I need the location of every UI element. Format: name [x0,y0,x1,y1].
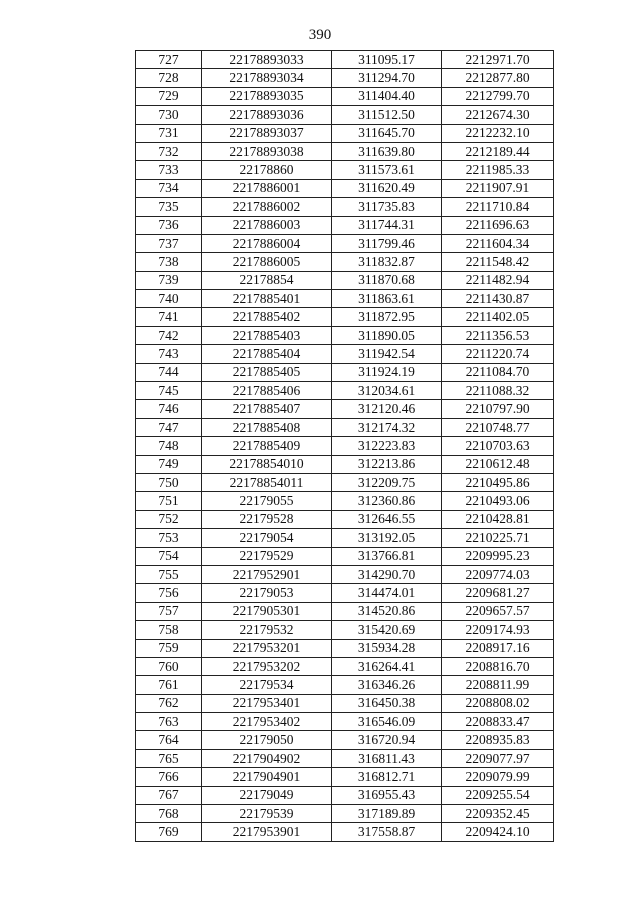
point-number-cell: 738 [136,253,202,271]
point-number-cell: 743 [136,345,202,363]
table-row [136,124,554,142]
point-id-cell: 2217885405 [202,363,332,381]
table-row [136,308,554,326]
point-number-cell: 734 [136,179,202,197]
point-number-cell: 728 [136,69,202,87]
point-id-cell: 2217953401 [202,694,332,712]
y-coordinate-cell: 2211088.32 [442,382,554,400]
point-number-cell: 732 [136,142,202,160]
y-coordinate-cell: 2212799.70 [442,87,554,105]
point-number-cell: 735 [136,198,202,216]
point-id-cell: 2217886002 [202,198,332,216]
x-coordinate-cell: 311512.50 [332,106,442,124]
y-coordinate-cell: 2211696.63 [442,216,554,234]
table-row [136,363,554,381]
y-coordinate-cell: 2212877.80 [442,69,554,87]
point-number-cell: 759 [136,639,202,657]
table-row [136,510,554,528]
point-id-cell: 2217953202 [202,657,332,675]
y-coordinate-cell: 2209995.23 [442,547,554,565]
table-row [136,565,554,583]
point-number-cell: 746 [136,400,202,418]
x-coordinate-cell: 311832.87 [332,253,442,271]
point-id-cell: 22179054 [202,529,332,547]
point-id-cell: 2217952901 [202,565,332,583]
y-coordinate-cell: 2208808.02 [442,694,554,712]
point-number-cell: 769 [136,823,202,841]
y-coordinate-cell: 2212232.10 [442,124,554,142]
point-number-cell: 766 [136,768,202,786]
table-row [136,492,554,510]
table-row [136,290,554,308]
point-number-cell: 753 [136,529,202,547]
point-number-cell: 750 [136,473,202,491]
point-id-cell: 22178893034 [202,69,332,87]
x-coordinate-cell: 311095.17 [332,51,442,69]
x-coordinate-cell: 316811.43 [332,749,442,767]
x-coordinate-cell: 312646.55 [332,510,442,528]
point-id-cell: 2217885407 [202,400,332,418]
x-coordinate-cell: 311735.83 [332,198,442,216]
x-coordinate-cell: 314520.86 [332,602,442,620]
point-id-cell: 2217904902 [202,749,332,767]
point-id-cell: 22179050 [202,731,332,749]
x-coordinate-cell: 313192.05 [332,529,442,547]
y-coordinate-cell: 2209077.97 [442,749,554,767]
point-id-cell: 2217885401 [202,290,332,308]
table-row [136,694,554,712]
y-coordinate-cell: 2208811.99 [442,676,554,694]
y-coordinate-cell: 2209657.57 [442,602,554,620]
table-row [136,823,554,841]
point-id-cell: 2217885408 [202,418,332,436]
table-row [136,639,554,657]
point-id-cell: 22178893038 [202,142,332,160]
point-number-cell: 739 [136,271,202,289]
table-row [136,400,554,418]
point-id-cell: 22178860 [202,161,332,179]
point-number-cell: 748 [136,437,202,455]
x-coordinate-cell: 311573.61 [332,161,442,179]
point-number-cell: 733 [136,161,202,179]
x-coordinate-cell: 315420.69 [332,621,442,639]
table-row [136,786,554,804]
y-coordinate-cell: 2210428.81 [442,510,554,528]
point-number-cell: 756 [136,584,202,602]
point-number-cell: 765 [136,749,202,767]
x-coordinate-cell: 313766.81 [332,547,442,565]
table-row [136,382,554,400]
table-row [136,676,554,694]
x-coordinate-cell: 312034.61 [332,382,442,400]
table-row [136,345,554,363]
point-number-cell: 731 [136,124,202,142]
x-coordinate-cell: 311620.49 [332,179,442,197]
y-coordinate-cell: 2212189.44 [442,142,554,160]
x-coordinate-cell: 317189.89 [332,805,442,823]
point-id-cell: 22178893036 [202,106,332,124]
y-coordinate-cell: 2210703.63 [442,437,554,455]
point-id-cell: 2217885404 [202,345,332,363]
table-row [136,326,554,344]
table-row [136,547,554,565]
table-row [136,602,554,620]
y-coordinate-cell: 2210797.90 [442,400,554,418]
point-number-cell: 754 [136,547,202,565]
y-coordinate-cell: 2211604.34 [442,234,554,252]
point-number-cell: 761 [136,676,202,694]
table-row [136,271,554,289]
point-number-cell: 757 [136,602,202,620]
y-coordinate-cell: 2208917.16 [442,639,554,657]
point-id-cell: 2217953402 [202,713,332,731]
table-row [136,69,554,87]
x-coordinate-cell: 312174.32 [332,418,442,436]
point-id-cell: 22178854010 [202,455,332,473]
table-row [136,142,554,160]
point-number-cell: 764 [136,731,202,749]
point-id-cell: 22178854011 [202,473,332,491]
table-row [136,51,554,69]
x-coordinate-cell: 311872.95 [332,308,442,326]
x-coordinate-cell: 316955.43 [332,786,442,804]
y-coordinate-cell: 2211710.84 [442,198,554,216]
point-number-cell: 742 [136,326,202,344]
point-number-cell: 730 [136,106,202,124]
point-id-cell: 2217953201 [202,639,332,657]
x-coordinate-cell: 312360.86 [332,492,442,510]
point-id-cell: 2217885402 [202,308,332,326]
point-number-cell: 747 [136,418,202,436]
point-number-cell: 736 [136,216,202,234]
point-number-cell: 749 [136,455,202,473]
x-coordinate-cell: 311870.68 [332,271,442,289]
x-coordinate-cell: 316450.38 [332,694,442,712]
point-id-cell: 22179049 [202,786,332,804]
table-row [136,234,554,252]
x-coordinate-cell: 311942.54 [332,345,442,363]
point-number-cell: 758 [136,621,202,639]
point-number-cell: 727 [136,51,202,69]
x-coordinate-cell: 312223.83 [332,437,442,455]
point-number-cell: 741 [136,308,202,326]
table-row [136,584,554,602]
page-number: 390 [308,27,332,43]
table-row [136,455,554,473]
x-coordinate-cell: 315934.28 [332,639,442,657]
point-number-cell: 760 [136,657,202,675]
table-row [136,805,554,823]
y-coordinate-cell: 2209424.10 [442,823,554,841]
y-coordinate-cell: 2211356.53 [442,326,554,344]
point-id-cell: 22178893035 [202,87,332,105]
y-coordinate-cell: 2209174.93 [442,621,554,639]
point-id-cell: 2217885409 [202,437,332,455]
y-coordinate-cell: 2209352.45 [442,805,554,823]
point-id-cell: 2217953901 [202,823,332,841]
y-coordinate-cell: 2209681.27 [442,584,554,602]
table-row [136,473,554,491]
y-coordinate-cell: 2211220.74 [442,345,554,363]
point-id-cell: 22179528 [202,510,332,528]
point-id-cell: 2217886005 [202,253,332,271]
table-row [136,198,554,216]
y-coordinate-cell: 2208816.70 [442,657,554,675]
x-coordinate-cell: 311639.80 [332,142,442,160]
point-id-cell: 2217885403 [202,326,332,344]
point-number-cell: 737 [136,234,202,252]
x-coordinate-cell: 317558.87 [332,823,442,841]
y-coordinate-cell: 2210493.06 [442,492,554,510]
table-row [136,621,554,639]
point-number-cell: 755 [136,565,202,583]
point-id-cell: 22178893033 [202,51,332,69]
x-coordinate-cell: 311744.31 [332,216,442,234]
point-id-cell: 2217886001 [202,179,332,197]
y-coordinate-cell: 2211548.42 [442,253,554,271]
y-coordinate-cell: 2210495.86 [442,473,554,491]
y-coordinate-cell: 2211084.70 [442,363,554,381]
x-coordinate-cell: 311863.61 [332,290,442,308]
y-coordinate-cell: 2208935.83 [442,731,554,749]
x-coordinate-cell: 311799.46 [332,234,442,252]
table-row [136,418,554,436]
point-number-cell: 745 [136,382,202,400]
x-coordinate-cell: 311404.40 [332,87,442,105]
point-number-cell: 762 [136,694,202,712]
point-id-cell: 2217886003 [202,216,332,234]
x-coordinate-cell: 316346.26 [332,676,442,694]
y-coordinate-cell: 2211907.91 [442,179,554,197]
y-coordinate-cell: 2209079.99 [442,768,554,786]
point-number-cell: 763 [136,713,202,731]
x-coordinate-cell: 311645.70 [332,124,442,142]
point-number-cell: 744 [136,363,202,381]
table-row [136,253,554,271]
x-coordinate-cell: 316812.71 [332,768,442,786]
point-number-cell: 768 [136,805,202,823]
x-coordinate-cell: 312209.75 [332,473,442,491]
table-row [136,731,554,749]
table-row [136,87,554,105]
point-id-cell: 22179055 [202,492,332,510]
y-coordinate-cell: 2211402.05 [442,308,554,326]
point-number-cell: 740 [136,290,202,308]
x-coordinate-cell: 316264.41 [332,657,442,675]
point-id-cell: 22179539 [202,805,332,823]
x-coordinate-cell: 316720.94 [332,731,442,749]
table-row [136,657,554,675]
y-coordinate-cell: 2212971.70 [442,51,554,69]
x-coordinate-cell: 311890.05 [332,326,442,344]
point-number-cell: 751 [136,492,202,510]
table-row [136,179,554,197]
x-coordinate-cell: 314290.70 [332,565,442,583]
y-coordinate-cell: 2208833.47 [442,713,554,731]
y-coordinate-cell: 2211985.33 [442,161,554,179]
x-coordinate-cell: 311294.70 [332,69,442,87]
point-id-cell: 22179532 [202,621,332,639]
point-id-cell: 2217885406 [202,382,332,400]
table-row [136,768,554,786]
point-id-cell: 2217904901 [202,768,332,786]
point-id-cell: 22179534 [202,676,332,694]
y-coordinate-cell: 2210612.48 [442,455,554,473]
table-row [136,161,554,179]
point-id-cell: 22178854 [202,271,332,289]
y-coordinate-cell: 2211430.87 [442,290,554,308]
point-id-cell: 22178893037 [202,124,332,142]
x-coordinate-cell: 316546.09 [332,713,442,731]
x-coordinate-cell: 311924.19 [332,363,442,381]
table-row [136,713,554,731]
table-row [136,216,554,234]
table-body [136,51,554,842]
y-coordinate-cell: 2210225.71 [442,529,554,547]
point-number-cell: 752 [136,510,202,528]
coordinates-table [135,50,554,842]
x-coordinate-cell: 314474.01 [332,584,442,602]
point-number-cell: 729 [136,87,202,105]
table-row [136,437,554,455]
point-id-cell: 22179053 [202,584,332,602]
table-row [136,749,554,767]
x-coordinate-cell: 312120.46 [332,400,442,418]
y-coordinate-cell: 2209255.54 [442,786,554,804]
y-coordinate-cell: 2212674.30 [442,106,554,124]
y-coordinate-cell: 2209774.03 [442,565,554,583]
x-coordinate-cell: 312213.86 [332,455,442,473]
point-id-cell: 2217905301 [202,602,332,620]
point-number-cell: 767 [136,786,202,804]
y-coordinate-cell: 2211482.94 [442,271,554,289]
table-row [136,106,554,124]
y-coordinate-cell: 2210748.77 [442,418,554,436]
point-id-cell: 22179529 [202,547,332,565]
point-id-cell: 2217886004 [202,234,332,252]
table-row [136,529,554,547]
